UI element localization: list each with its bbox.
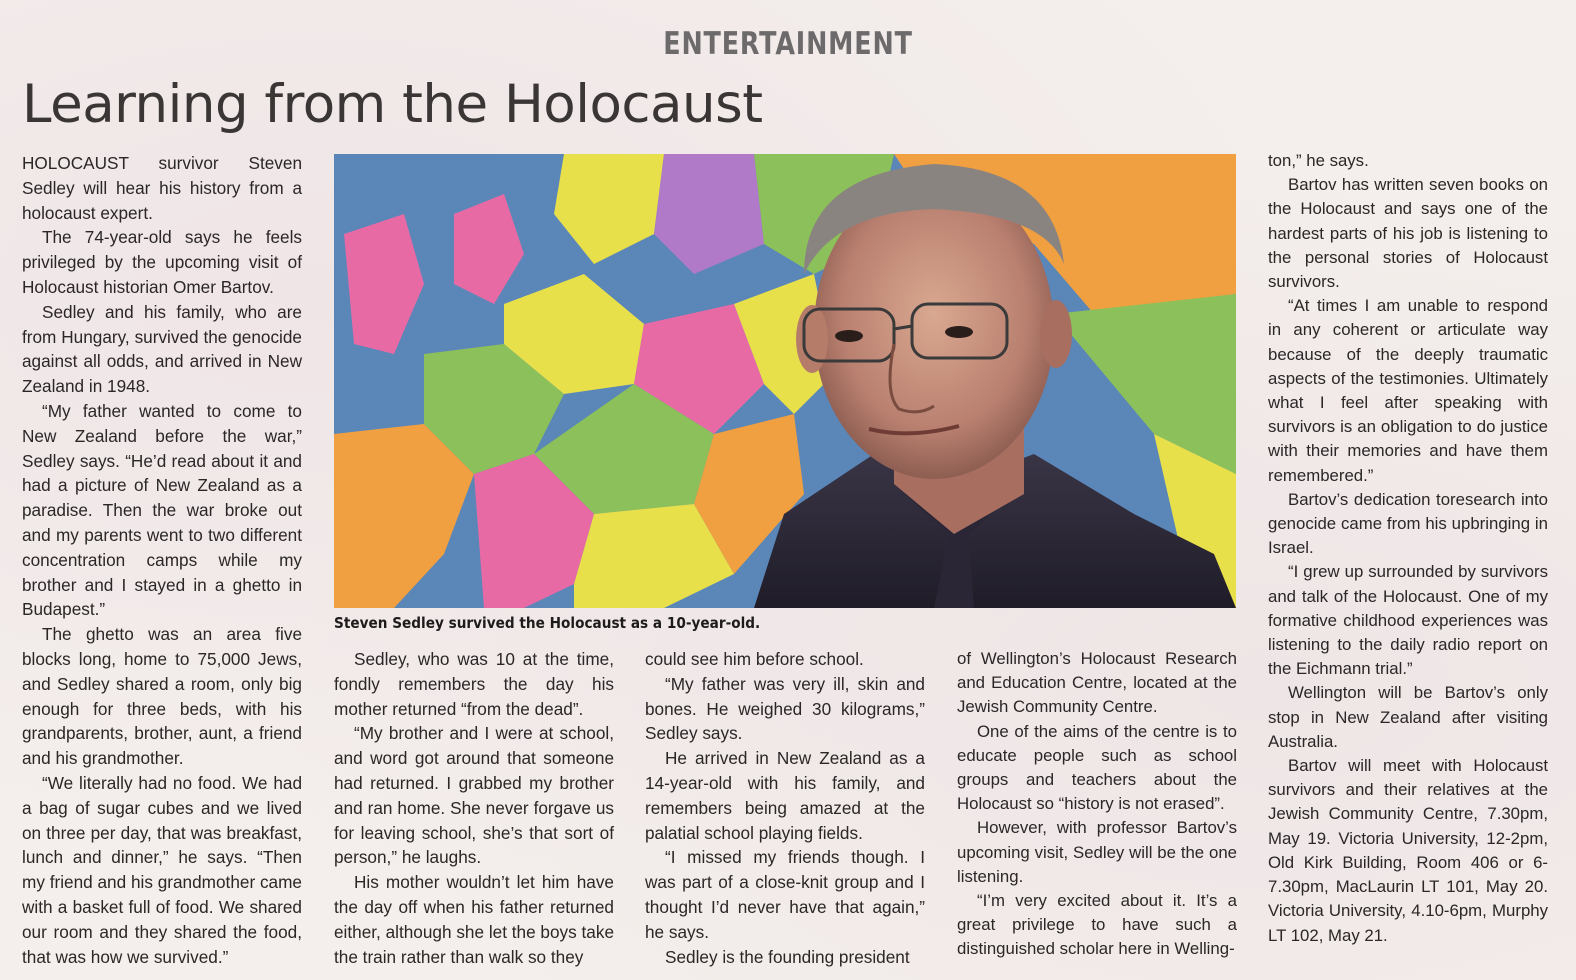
article-column-2	[334, 647, 614, 969]
photo-caption: Steven Sedley survived the Holocaust as a 10-year-old.	[334, 614, 761, 632]
article-column-5	[1268, 149, 1548, 948]
article-column-4	[957, 647, 1237, 962]
paragraph: “We literally had no food. We had a bag of sugar cubes and we lived on three per day, that was breakfast, lunch and dinner,” he says. “Then my friend and his grandmother came with a basket full of food. We shared our room and they shared the food, that was how we survived.”	[22, 772, 302, 967]
paragraph: Wellington will be Bartov’s only stop in New Zealand after visiting Australia.	[1268, 683, 1548, 751]
paragraph: “My father wanted to come to New Zealand before the war,” Sedley says. “He’d read about it and had a picture of New Zealand as a paradise. Then the war broke out and my parents went to two different concentration camps while my brother and I stayed in a ghetto in Budapest.”	[22, 400, 302, 620]
paragraph: His mother wouldn’t let him have the day off when his father returned either, although she let the boys take the train rather than walk so they	[334, 872, 614, 967]
paragraph: The 74-year-old says he feels privileged by the upcoming visit of Holocaust historian Omer Bartov.	[22, 227, 302, 297]
paragraph: HOLOCAUST survivor Steven Sedley will hear his history from a holocaust expert.	[22, 153, 302, 223]
article-photo	[334, 154, 1236, 608]
paragraph: “I missed my friends though. I was part of a close-knit group and I thought I’d never have that again,” he says.	[645, 847, 925, 942]
section-label: ENTERTAINMENT	[663, 26, 913, 62]
paragraph: “My brother and I were at school, and word got around that someone had returned. I grabbed my brother and ran home. She never forgave us for leaving school, she’s that sort of person,” he laughs.	[334, 723, 614, 868]
paragraph: ton,” he says.	[1268, 151, 1369, 170]
paragraph: “My father was very ill, skin and bones. He weighed 30 kilograms,” Sedley says.	[645, 673, 925, 744]
article-headline: Learning from the Holocaust	[22, 74, 763, 135]
paragraph: Bartov’s dedication toresearch into genocide came from his upbringing in Israel.	[1268, 489, 1548, 558]
paragraph: Sedley and his family, who are from Hungary, survived the genocide against all odds, and arrived in New Zealand in 1948.	[22, 301, 302, 397]
paragraph: Bartov has written seven books on the Holocaust and says one of the hardest parts of his job is listening to the personal stories of Holocaust survivors.	[1268, 175, 1548, 292]
article-column-1	[22, 151, 302, 969]
paragraph: Sedley, who was 10 at the time, fondly remembers the day his mother returned “from the dead”.	[334, 649, 614, 719]
paragraph: “I’m very excited about it. It’s a great privilege to have such a distinguished scholar here in Welling-	[957, 891, 1237, 959]
paragraph: However, with professor Bartov’s upcoming visit, Sedley will be the one listening.	[957, 818, 1237, 886]
article-column-3	[645, 647, 925, 969]
paragraph: “At times I am unable to respond in any coherent or articulate way because of the deeply traumatic aspects of the testimonies. Ultimately what I feel after speaking with survivors is an obligation to do justice with their memories and have them remembered.”	[1268, 296, 1548, 485]
paragraph: of Wellington’s Holocaust Research and Education Centre, located at the Jewish Community Centre.	[957, 649, 1237, 717]
paragraph: One of the aims of the centre is to educate people such as school groups and teachers about the Holocaust so “history is not erased”.	[957, 721, 1237, 814]
paragraph: Sedley is the founding president	[665, 946, 910, 967]
paragraph: “I grew up surrounded by survivors and talk of the Holocaust. One of my formative childhood experiences was listening to the daily radio report on the Eichmann trial.”	[1268, 562, 1548, 679]
map-and-portrait-illustration	[334, 154, 1236, 608]
paragraph: He arrived in New Zealand as a 14-year-old with his family, and remembers being amazed at the palatial school playing fields.	[645, 748, 925, 843]
paragraph: could see him before school.	[645, 649, 864, 669]
paragraph: The ghetto was an area five blocks long, home to 75,000 Jews, and Sedley shared a room, only big enough for three beds, with his grandparents, brother, aunt, a friend and his grandmother.	[22, 624, 302, 769]
paragraph: Bartov will meet with Holocaust survivors and their relatives at the Jewish Community Centre, 7.30pm, May 19. Victoria University, 12-2pm, Old Kirk Building, Room 406 or 6-7.30pm, MacLaurin LT 101, May 20. Victoria University, 4.10-6pm, Murphy LT 102, May 21.	[1268, 756, 1548, 945]
